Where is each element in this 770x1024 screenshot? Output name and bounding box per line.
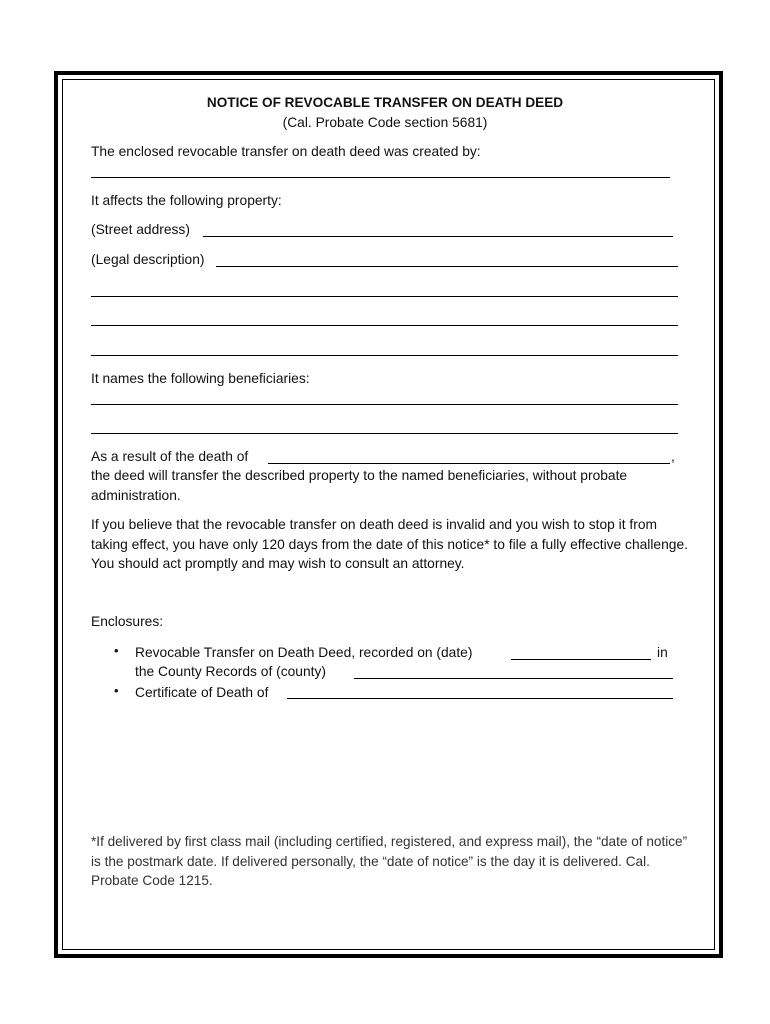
death-certificate-name-field[interactable] — [287, 698, 673, 699]
legal-description-label: (Legal description) — [91, 252, 205, 267]
challenge-paragraph: If you believe that the revocable transfer on death deed is invalid and you wish to stop it from taking effect, you have only 120 days from the date of this notice* to file a fully effective challenge. You should act promptly and may wish to consult an attorney. — [91, 517, 688, 571]
beneficiaries-line-2[interactable] — [91, 433, 678, 434]
footnote: *If delivered by first class mail (including certified, registered, and express mail), the “date of notice” is the postmark date. If delivered personally, the “date of notice” is the day it is delivered. Cal. Probate Code 1215. — [91, 834, 688, 888]
created-by-label: The enclosed revocable transfer on death deed was created by: — [91, 144, 481, 159]
beneficiaries-line-1[interactable] — [91, 404, 678, 405]
enclosure-deed-label: Revocable Transfer on Death Deed, recorded on (date) — [135, 645, 473, 660]
property-label: It affects the following property: — [91, 193, 282, 208]
recorded-date-field[interactable] — [511, 659, 651, 660]
bullet-1: • — [114, 643, 119, 658]
transfer-paragraph: the deed will transfer the described property to the named beneficiaries, without probate administration. — [91, 468, 628, 503]
legal-description-line-2[interactable] — [91, 296, 678, 297]
legal-description-line-4[interactable] — [91, 355, 678, 356]
legal-description-line-3[interactable] — [91, 325, 678, 326]
enclosures-label: Enclosures: — [91, 614, 164, 629]
form-title: NOTICE OF REVOCABLE TRANSFER ON DEATH DEED — [206, 95, 564, 110]
county-field[interactable] — [354, 678, 673, 679]
legal-description-field[interactable] — [216, 266, 678, 267]
form-subtitle: (Cal. Probate Code section 5681) — [282, 115, 488, 130]
bullet-2: • — [114, 683, 119, 698]
deceased-name-field[interactable] — [268, 463, 670, 464]
street-address-field[interactable] — [203, 236, 673, 237]
street-address-label: (Street address) — [91, 222, 190, 237]
death-of-comma: , — [671, 449, 675, 464]
county-records-label: the County Records of (county) — [135, 664, 326, 679]
enclosure-deed-in: in — [657, 645, 668, 660]
created-by-field[interactable] — [91, 177, 670, 178]
death-of-label: As a result of the death of — [91, 449, 249, 464]
death-certificate-label: Certificate of Death of — [135, 685, 269, 700]
beneficiaries-label: It names the following beneficiaries: — [91, 371, 310, 386]
